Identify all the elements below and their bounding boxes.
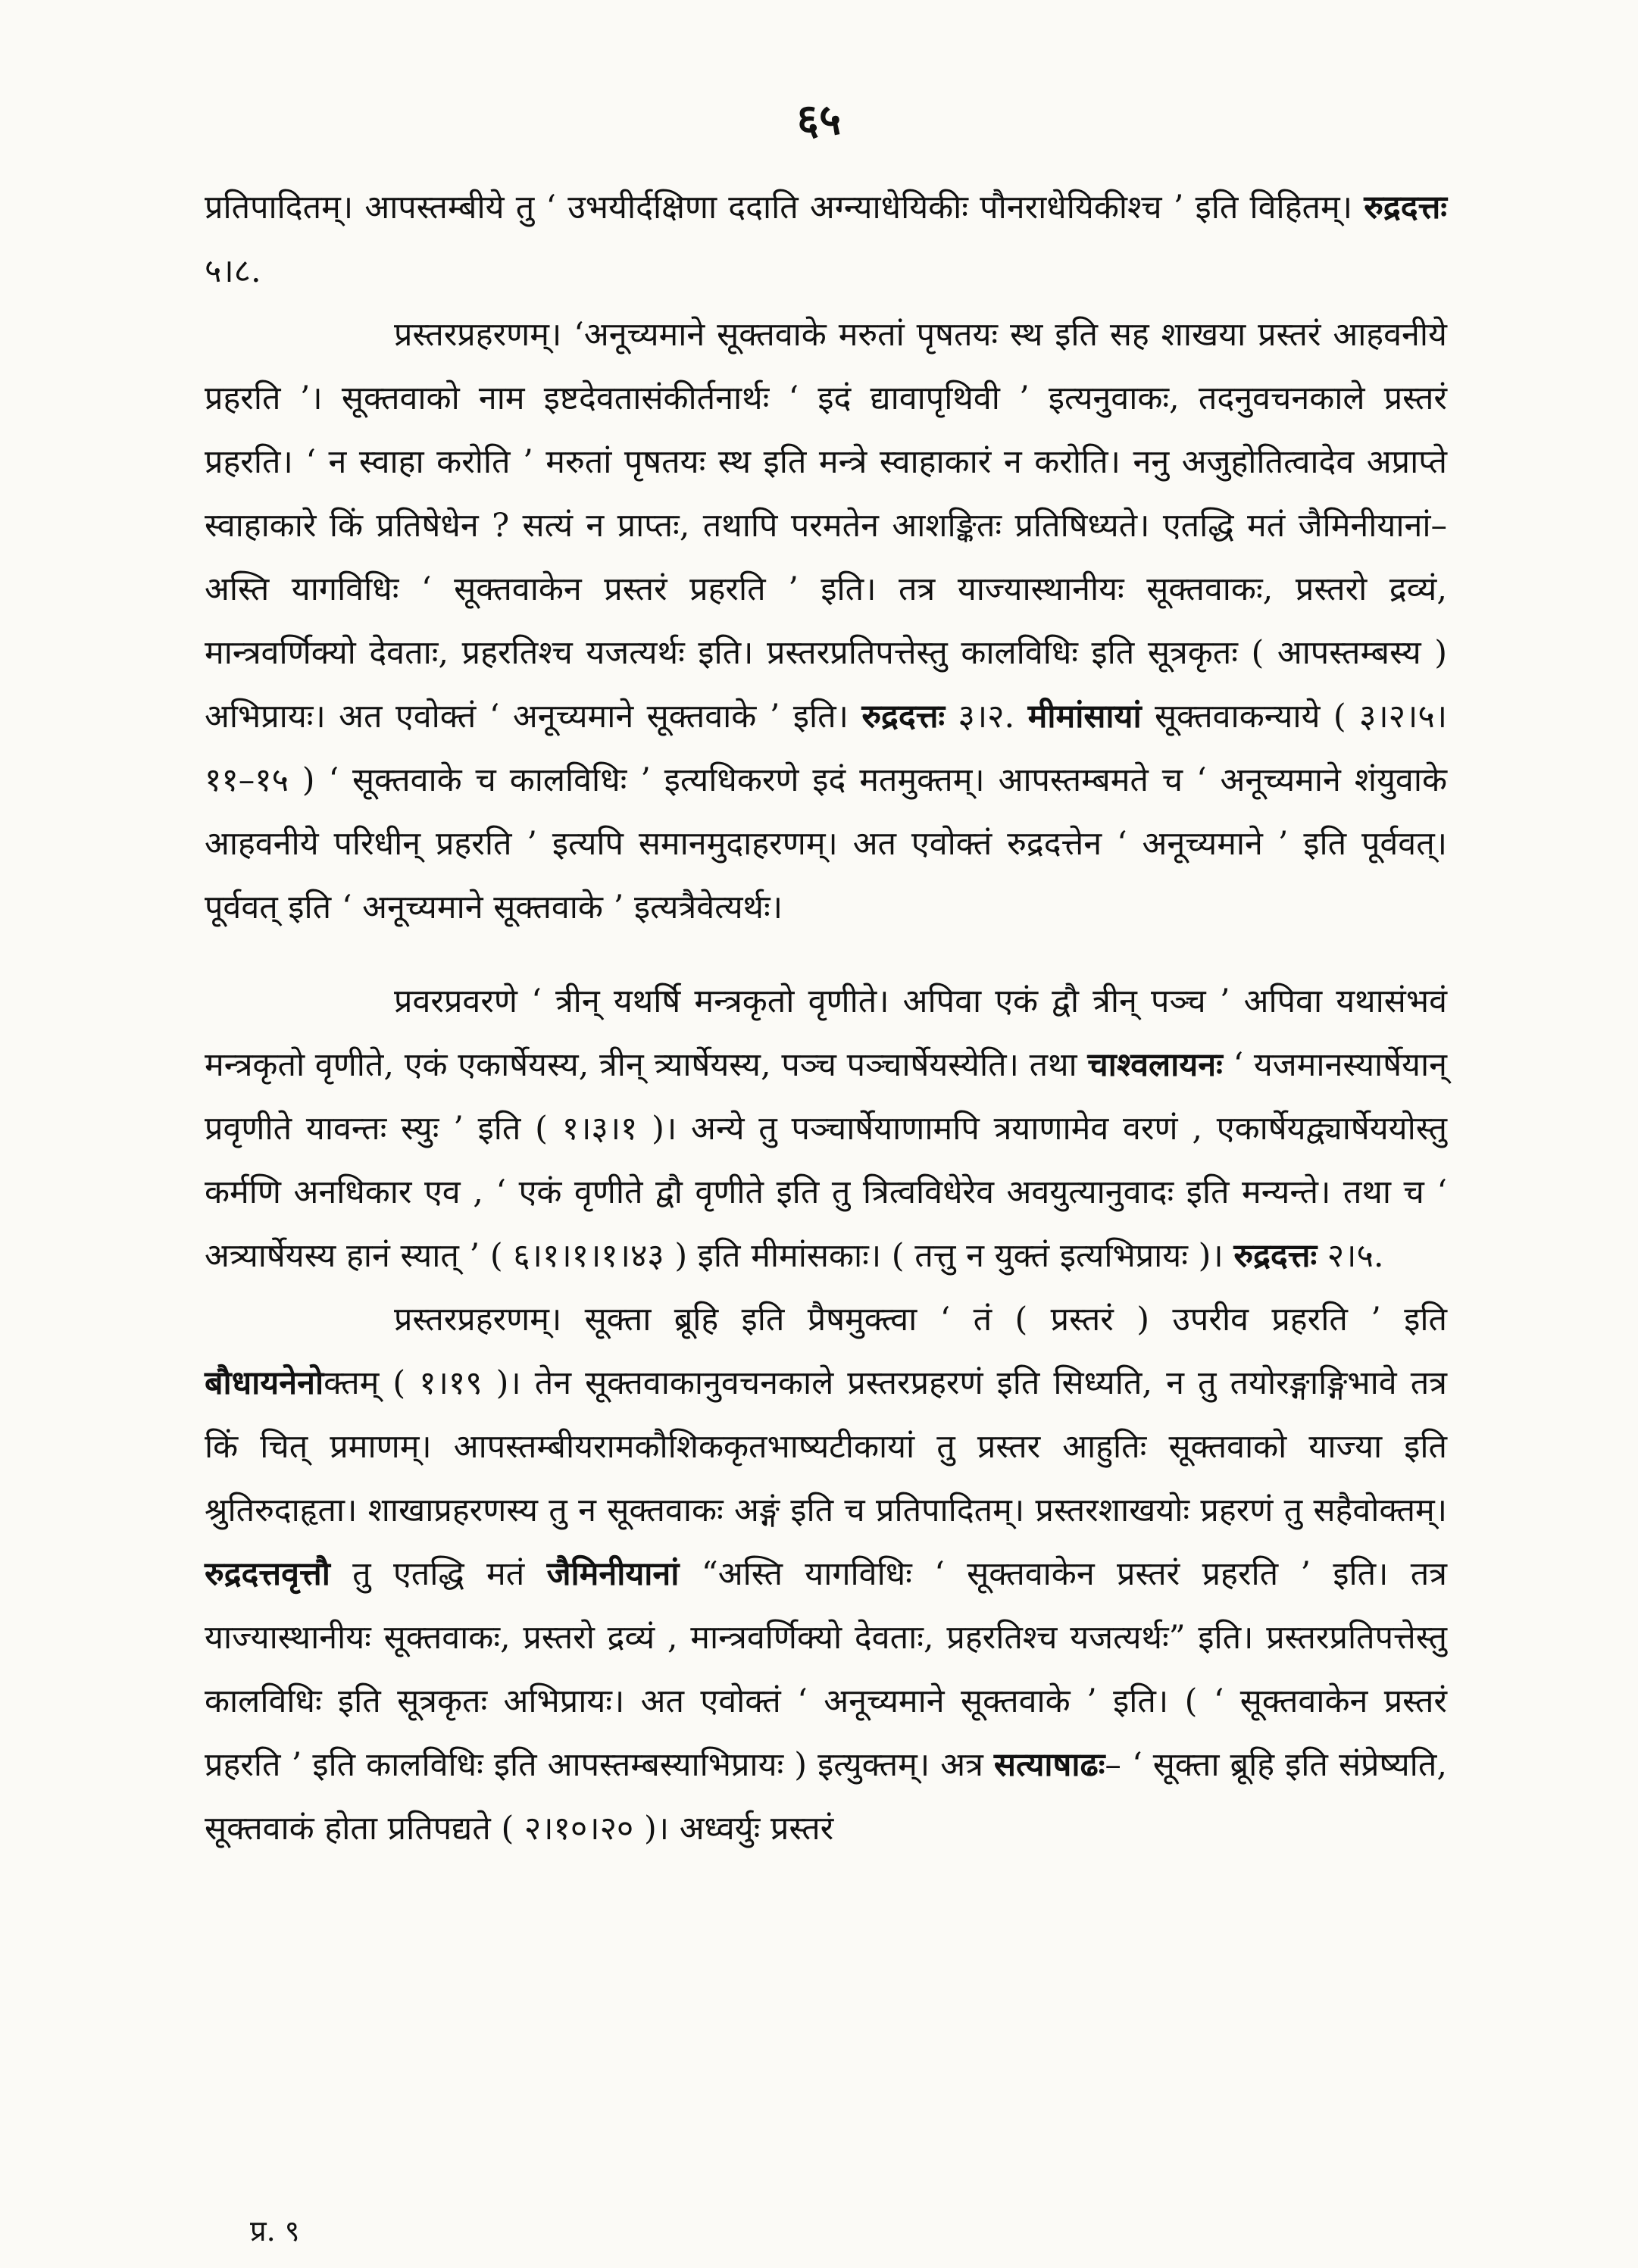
bold-reference: बौधायनेनो xyxy=(205,1364,324,1402)
text-run: क्तम् ( १।१९ )। तेन सूक्तवाकानुवचनकाले प्रस्तरप्रहरणं इति सिध्यति, न तु तयोरङ्गाङ्गिभावे तत्र किं चित् प्रमाणम्। आपस्तम्बीयरामकौशिककृतभाष्यटीकायां तु प्रस्तर आहुतिः सूक्तवाको याज्या इति श्रुतिरुदाहृता। शाखाप्रहरणस्य तु न सूक्तवाकः अङ्गं इति च प्रतिपादितम्। प्रस्तरशाखयोः प्रहरणं तु सहैवोक्तम्। xyxy=(205,1364,1447,1529)
text-run: – ‘ सूक्ता ब्रूहि इति संप्रेष्यति, सूक्तवाकं होता प्रतिपद्यते ( २।१०।२० )। अध्वर्युः प्रस्तरं xyxy=(205,1746,1447,1848)
text-run: ३।२. xyxy=(945,698,1028,736)
bold-reference: रुद्रदत्तः xyxy=(1364,189,1447,226)
bold-reference: रुद्रदत्तवृत्तौ xyxy=(205,1555,330,1593)
text-run: सूक्तवाकन्याये ( ३।२।५।११–१५ ) ‘ सूक्तवाके च कालविधिः ’ इत्यधिकरणे इदं मतमुक्तम्। आपस्तम्बमते च ‘ अनूच्यमाने शंयुवाके आहवनीये परिधीन् प्रहरति ’ इत्यपि समानमुदाहरणम्। अत एवोक्तं रुद्रदत्तेन ‘ अनूच्यमाने ’ इति पूर्ववत्। पूर्ववत् इति ‘ अनूच्यमाने सूक्तवाके ’ इत्यत्रैवेत्यर्थः। xyxy=(205,698,1448,926)
paragraph-4 xyxy=(205,1288,1447,1860)
paragraph-1 xyxy=(205,176,1447,303)
text-run: प्रवरप्रवरणे ‘ त्रीन् यथर्षि मन्त्रकृतो वृणीते। अपिवा एकं द्वौ त्रीन् पञ्च ’ अपिवा यथासंभवं मन्त्रकृतो वृणीते, एकं एकार्षेयस्य, त्रीन् त्र्यार्षेयस्य, पञ्च पञ्चार्षेयस्येति। तथा xyxy=(205,982,1447,1084)
bold-reference: रुद्रदत्तः xyxy=(1233,1237,1318,1275)
text-run: ५।८. xyxy=(205,252,261,290)
text-run: प्रस्तरप्रहरणम्। सूक्ता ब्रूहि इति प्रैषमुक्त्वा ‘ तं ( प्रस्तरं ) उपरीव प्रहरति ’ इति xyxy=(394,1301,1447,1339)
footer-signature-mark: प्र. ९ xyxy=(250,2214,300,2248)
text-run: “अस्ति यागविधिः ‘ सूक्तवाकेन प्रस्तरं प्रहरति ’ इति। तत्र याज्यास्थानीयः सूक्तवाकः, प्रस्तरो द्रव्यं , मान्त्रवर्णिक्यो देवताः, प्रहरतिश्च यजत्यर्थः” इति। प्रस्तरप्रतिपत्तेस्तु कालविधिः इति सूत्रकृतः अभिप्रायः। अत एवोक्तं ‘ अनूच्यमाने सूक्तवाके ’ इति। ( ‘ सूक्तवाकेन प्रस्तरं प्रहरति ’ इति कालविधिः इति आपस्तम्बस्याभिप्रायः ) इत्युक्तम्। अत्र xyxy=(205,1555,1447,1784)
bold-reference: रुद्रदत्तः xyxy=(861,698,946,736)
bold-reference: सत्याषाढः xyxy=(993,1746,1105,1784)
paragraph-2 xyxy=(205,303,1447,939)
bold-reference: चाश्वलायनः xyxy=(1087,1046,1223,1084)
body-text xyxy=(205,176,1447,1860)
text-run: तु एतद्धि मतं xyxy=(330,1555,547,1593)
page-number: ६५ xyxy=(796,95,842,145)
text-run: ‘ यजमानस्यार्षेयान् प्रवृणीते यावन्तः स्युः ’ इति ( १।३।१ )। अन्ये तु पञ्चार्षेयाणामपि त्रयाणामेव वरणं , एकार्षेयद्व्यार्षेययोस्तु कर्मणि अनधिकार एव , ‘ एकं वृणीते द्वौ वृणीते इति तु त्रित्वविधेरेव अवयुत्यानुवादः इति मन्यन्ते। तथा च ‘ अत्र्यार्षेयस्य हानं स्यात् ’ ( ६।१।१।१।४३ ) इति मीमांसकाः। ( तत्तु न युक्तं इत्यभिप्रायः )। xyxy=(205,1046,1447,1275)
bold-reference: जैमिनीयानां xyxy=(546,1555,680,1593)
bold-reference: मीमांसायां xyxy=(1027,698,1142,736)
paragraph-3 xyxy=(205,970,1447,1288)
text-run: प्रतिपादितम्। आपस्तम्बीये तु ‘ उभयीर्दक्षिणा ददाति अग्न्याधेयिकीः पौनराधेयिकीश्च ’ इति विहितम्। xyxy=(205,189,1364,226)
text-run: २।५. xyxy=(1317,1237,1384,1275)
text-run: प्रस्तरप्रहरणम्। ‘अनूच्यमाने सूक्तवाके मरुतां पृषतयः स्थ इति सह शाखया प्रस्तरं आहवनीये प्रहरति ’। सूक्तवाको नाम इष्टदेवतासंकीर्तनार्थः ‘ इदं द्यावापृथिवी ’ इत्यनुवाकः, तदनुवचनकाले प्रस्तरं प्रहरति। ‘ न स्वाहा करोति ’ मरुतां पृषतयः स्थ इति मन्त्रे स्वाहाकारं न करोति। ननु अजुहोतित्वादेव अप्राप्ते स्वाहाकारे किं प्रतिषेधेन ? सत्यं न प्राप्तः, तथापि परमतेन आशङ्कितः प्रतिषिध्यते। एतद्धि मतं जैमिनीयानां– अस्ति यागविधिः ‘ सूक्तवाकेन प्रस्तरं प्रहरति ’ इति। तत्र याज्यास्थानीयः सूक्तवाकः, प्रस्तरो द्रव्यं, मान्त्रवर्णिक्यो देवताः, प्रहरतिश्च यजत्यर्थः इति। प्रस्तरप्रतिपत्तेस्तु कालविधिः इति सूत्रकृतः ( आपस्तम्बस्य ) अभिप्रायः। अत एवोक्तं ‘ अनूच्यमाने सूक्तवाके ’ इति। xyxy=(205,316,1447,736)
